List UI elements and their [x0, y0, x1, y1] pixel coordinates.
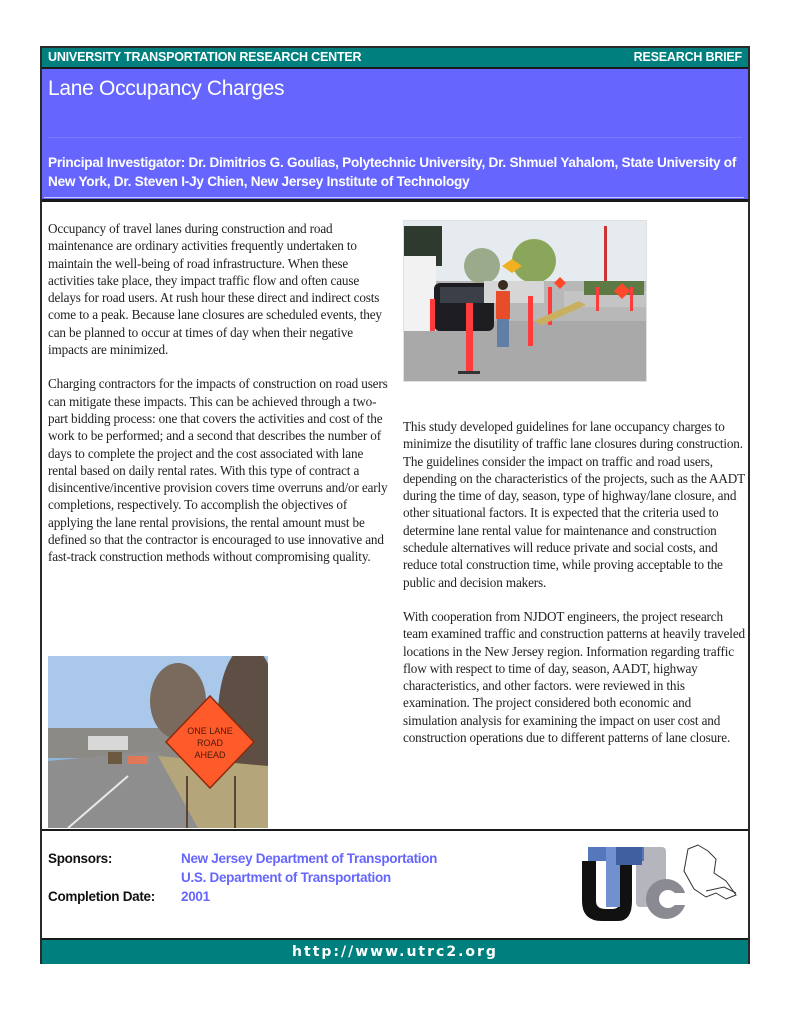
flagger-photo-illustration [404, 221, 646, 381]
sign-text-line: ONE LANE [187, 726, 233, 736]
sponsors-label: Sponsors: [48, 851, 113, 866]
research-brief-page [40, 46, 750, 964]
road-sign-photo-illustration [48, 656, 268, 828]
principal-investigator: Principal Investigator: Dr. Dimitrios G. Goulias, Polytechnic University, Dr. Shmuel Yahalom, State University of New York, Dr. Steven I-Jy Chien, New Jersey Institute of Technology [48, 155, 737, 189]
organization-name: UNIVERSITY TRANSPORTATION RESEARCH CENTER [48, 50, 362, 64]
paragraph: Occupancy of travel lanes during construction and road maintenance are ordinary activities frequently undertaken to maintain the well-being of road infrastructure. When these activities take place, they impact traffic flow and often cause delays for road users. At rush hour these direct and indirect costs come to a peak. Because lane closures are scheduled events, they can be planned to occur at times of day when their negative impacts are minimized. [48, 221, 382, 358]
left-column [48, 220, 390, 583]
banner-underline [44, 197, 744, 198]
photo-one-lane-road-ahead [48, 656, 268, 828]
page-title: Lane Occupancy Charges [48, 77, 285, 100]
photo-flagger-work-zone [403, 220, 647, 382]
paragraph: With cooperation from NJDOT engineers, the project research team examined traffic and construction patterns at heavily traveled locations in the New Jersey region. Information regarding traffic flow with respect to time of day, season, AADT, highway characteristics, and other factors. were reviewed in this examination. The project considered both economic and simulation analysis for examining the impact on user cost and construction operations due to different patterns of lane closure. [403, 608, 745, 746]
title-banner [42, 69, 748, 202]
footer-bar [42, 938, 748, 964]
banner-divider [48, 137, 742, 138]
sponsor-njdot: New Jersey Department of Transportation [181, 851, 438, 866]
completion-date-value: 2001 [181, 889, 210, 904]
utrc-logo [576, 841, 746, 926]
top-bar [42, 48, 748, 69]
completion-date-label: Completion Date: [48, 889, 155, 904]
sign-text-line: AHEAD [194, 750, 226, 760]
paragraph: Charging contractors for the impacts of construction on road users can mitigate these impacts. This can be achieved through a two-part bidding process: one that covers the activities and cost of the work to be performed; and a second that describes the number of days to complete the project and the cost associated with lane rental based on daily rental rates. With this type of contract a disincentive/incentive provision covers time overruns and/or early completions, respectively. To accomplish the objectives of applying the lane rental provisions, the rental amount must be defined so that the contractor is encouraged to use innovative and fast-track construction methods without compromising quality. [48, 376, 388, 565]
sponsor-usdot: U.S. Department of Transportation [181, 870, 391, 885]
sponsors-section [42, 829, 748, 938]
sign-text-line: ROAD [196, 738, 224, 748]
document-type: RESEARCH BRIEF [633, 50, 742, 64]
right-column [403, 418, 745, 763]
paragraph: This study developed guidelines for lane occupancy charges to minimize the disutility of traffic lane closures during construction. The guidelines consider the impact on traffic and road users, depending on the characteristics of the projects, such as the AADT during the time of day, season, type of highway/lane closure, and other situational factors. It is expected that the criteria used to determine lane rental value for maintenance and construction schedule alternatives will reduce private and social costs, and reduce total construction time, while proving acceptable to the public and decision makers. [403, 419, 745, 590]
website-link[interactable]: http://www.utrc2.org [292, 944, 498, 960]
utrc-logo-icon [576, 841, 746, 926]
